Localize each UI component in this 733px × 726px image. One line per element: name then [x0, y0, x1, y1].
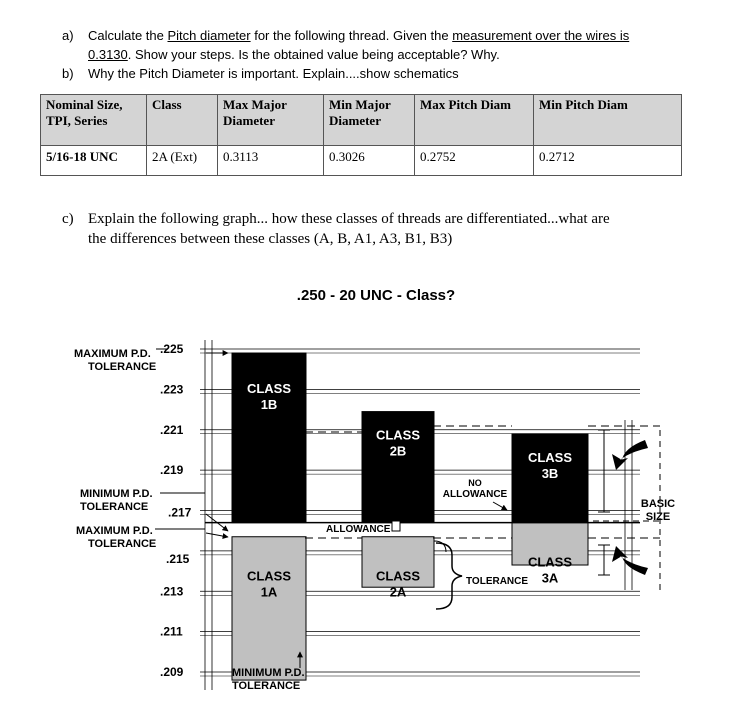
header-text: Min Pitch Diam: [539, 97, 628, 112]
tolerance-label: TOLERANCE: [466, 576, 529, 587]
y-tick-label: .221: [160, 422, 184, 437]
allowance-label: ALLOWANCE: [326, 524, 391, 535]
cell-min-pitch: 0.2712: [534, 146, 682, 176]
bar-label: CLASS: [246, 568, 292, 584]
max-pd-tolerance-label-2: TOLERANCE: [88, 361, 157, 373]
basic-size-label-2: SIZE: [645, 511, 671, 523]
y-tick-label: .215: [166, 551, 190, 566]
header-text: TPI, Series: [46, 113, 108, 128]
bar-label: 2B: [389, 443, 407, 459]
bar-label: 1B: [260, 397, 278, 413]
question-b-label: b): [62, 66, 74, 81]
no-allowance-label: NO: [468, 478, 482, 488]
bar-label: CLASS: [527, 449, 573, 465]
header-text: Min Major: [329, 97, 391, 112]
question-a-middle: for the following thread. Given the: [250, 28, 453, 43]
curved-arrow-icon: [612, 440, 648, 470]
chart-bars: [232, 353, 588, 680]
cell-max-major: 0.3113: [218, 146, 324, 176]
question-c-line1: Explain the following graph... how these classes of threads are differentiated...what are: [88, 211, 610, 227]
curved-arrow-icon: [612, 546, 648, 575]
header-text: Diameter: [329, 113, 381, 128]
question-a-suffix: . Show your steps. Is the obtained value being acceptable? Why.: [127, 47, 500, 62]
allowance-marker: [392, 521, 400, 531]
bar-class-1b: [232, 353, 306, 523]
question-b-text: Why the Pitch Diameter is important. Explain....show schematics: [88, 66, 459, 81]
cell-min-major: 0.3026: [324, 146, 415, 176]
cell-nominal-size: 5/16-18 UNC: [41, 146, 147, 176]
bar-label: 3A: [541, 570, 559, 586]
basic-size-label: BASIC: [640, 498, 676, 510]
max-pd-tolerance-label: MAXIMUM P.D.: [74, 348, 151, 360]
bar-label: CLASS: [246, 381, 292, 397]
arrow-icon: [206, 533, 228, 537]
bar-label: 2A: [389, 584, 407, 600]
y-tick-label: .209: [160, 665, 184, 679]
question-c-label: c): [62, 211, 74, 227]
header-text: Diameter: [223, 113, 275, 128]
y-tick-label: .219: [160, 463, 184, 478]
bar-class-1a: [232, 537, 306, 680]
bar-label: CLASS: [375, 568, 421, 584]
min-pd-tolerance-bottom-2: TOLERANCE: [232, 680, 301, 692]
min-pd-tolerance-label-2: TOLERANCE: [80, 501, 149, 513]
bar-label: 3B: [541, 465, 559, 481]
header-text: Nominal Size,: [46, 97, 123, 112]
max-pd-tolerance-label-b: MAXIMUM P.D.: [76, 525, 153, 537]
bar-label: 1A: [260, 584, 278, 600]
no-allowance-label-2: ALLOWANCE: [442, 489, 508, 500]
y-tick-label: .225: [160, 342, 184, 356]
pitch-diameter-text: Pitch diameter: [167, 28, 251, 43]
bar-label: CLASS: [375, 427, 421, 443]
chart-title: .250 - 20 UNC - Class?: [296, 287, 456, 304]
max-pd-tolerance-label-b2: TOLERANCE: [88, 538, 157, 550]
y-tick-label: .217: [168, 505, 192, 520]
measurement-text: measurement over the wires is: [452, 28, 630, 43]
question-a-prefix: Calculate the: [88, 28, 168, 43]
arrow-icon: [493, 502, 507, 510]
header-text: Max Pitch Diam: [420, 97, 511, 112]
header-text: Class: [152, 97, 182, 112]
chart-tick-labels: [160, 342, 192, 679]
question-c-line2: the differences between these classes (A, B, A1, A3, B1, B3): [88, 231, 453, 247]
header-text: Max Major: [223, 97, 287, 112]
min-pd-tolerance-bottom: MINIMUM P.D.: [232, 667, 305, 679]
tolerance-brace: [436, 543, 462, 609]
y-tick-label: .223: [160, 382, 184, 397]
y-tick-label: .213: [160, 584, 184, 599]
cell-max-pitch: 0.2752: [415, 146, 534, 176]
question-a-label: a): [62, 28, 74, 43]
bar-label: CLASS: [527, 554, 573, 570]
y-tick-label: .211: [160, 624, 183, 639]
wire-measurement-value: 0.3130: [88, 47, 128, 62]
cell-class: 2A (Ext): [147, 146, 218, 176]
min-pd-tolerance-label: MINIMUM P.D.: [80, 488, 153, 500]
